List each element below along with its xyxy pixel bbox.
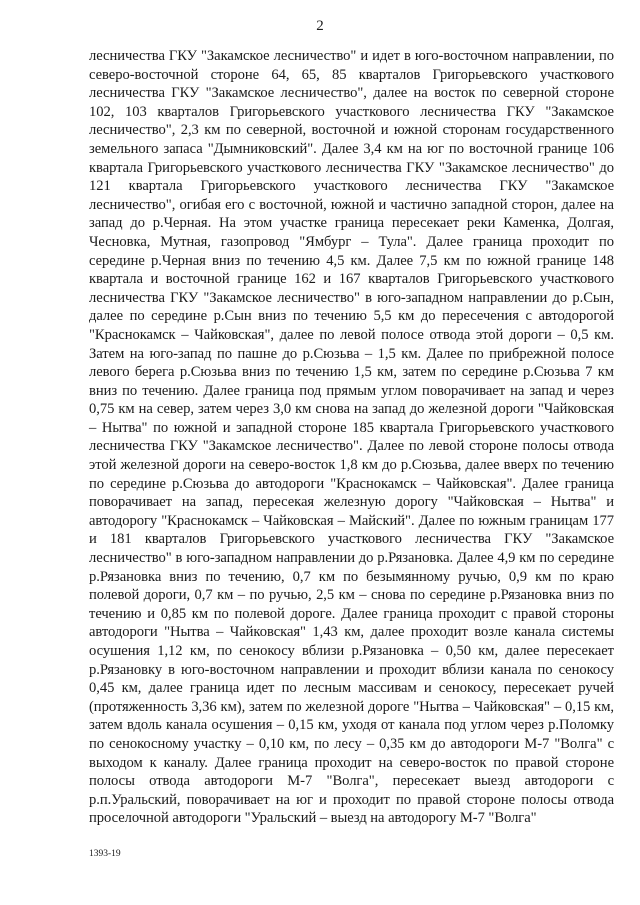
document-code: 1393-19 — [89, 849, 121, 859]
body-paragraph: лесничества ГКУ "Закамское лесничество" и идет в юго-восточном направлении, по северо-восточной стороне 64, 65, 85 кварталов Григорьевского участкового лесничества ГКУ "Закамское лесничество", далее на восток по северной стороне 102, 103 кварталов Григорьевского участкового лесничества ГКУ "Закамское лесничество", 2,3 км по северной, восточной и южной сторонам государственного земельного запаса "Дымниковский". Далее 3,4 км на юг по восточной границе 106 квартала Григорьевского участкового лесничества ГКУ "Закамское лесничество" до 121 квартала Григорьевского участкового лесничества ГКУ "Закамское лесничество", огибая его с восточной, южной и частично западной сторон, далее на запад до р.Черная. На этом участке граница пересекает реки Каменка, Долгая, Чесновка, Мутная, газопровод "Ямбург – Тула". Далее граница проходит по середине р.Черная вниз по течению 4,5 км. Далее 7,5 км по южной границе 148 квартала и восточной границе 162 и 167 кварталов Григорьевского участкового лесничества ГКУ "Закамское лесничество" в юго-западном направлении до р.Сын, далее по середине р.Сын вниз по течению 5,5 км до пересечения с автодорогой "Краснокамск – Чайковская", далее по левой полосе отвода этой дороги – 0,5 км. Затем на юго-запад по пашне до р.Сюзьва – 1,5 км. Далее по прибрежной полосе левого берега р.Сюзьва вниз по течению 1,5 км, затем по середине р.Сюзьва 7 км вниз по течению. Далее граница под прямым углом поворачивает на запад и через 0,75 км на север, затем через 3,0 км снова на запад до железной дороги "Чайковская – Нытва" по южной и западной стороне 185 квартала Григорьевского участкового лесничества ГКУ "Закамское лесничество". Далее по левой стороне полосы отвода этой железной дороги на северо-восток 1,8 км до р.Сюзьва, далее вверх по течению по середине р.Сюзьва до автодороги "Краснокамск – Чайковская". Далее граница поворачивает на запад, пересекая железную дорогу "Чайковская – Нытва" и автодорогу "Краснокамск – Чайковская – Майский". Далее по южным границам 177 и 181 кварталов Григорьевского участкового лесничества ГКУ "Закамское лесничество" в юго-западном направлении до р.Рязановка. Далее 4,9 км по середине р.Рязановка вниз по течению, 0,7 км по безымянному ручью, 0,9 км по краю полевой дороги, 0,7 км – по ручью, 2,5 км – снова по середине р.Рязановка вниз по течению и 0,85 км по полевой дороге. Далее граница проходит с правой стороны автодороги "Нытва – Чайковская" 1,43 км, далее проходит возле канала системы осушения 1,12 км, по сенокосу вблизи р.Рязановка – 0,50 км, далее пересекает р.Рязановку в юго-восточном направлении и проходит вблизи канала по сенокосу 0,45 км, далее граница идет по лесным массивам и сенокосу, пересекает ручей (протяженность 3,36 км), затем по железной дороге "Нытва – Чайковская" – 0,15 км, затем вдоль канала осушения – 0,15 км, уходя от канала под углом через р.Поломку по сенокосному участку – 0,10 км, по лесу – 0,35 км до автодороги М-7 "Волга" с выходом к каналу. Далее граница проходит на северо-восток по правой стороне полосы отвода автодороги М-7 "Волга", пересекает выезд автодороги с р.п.Уральский, поворачивает на юг и проходит по правой стороне полосы отвода проселочной автодороги "Уральский – выезд на автодорогу М-7 "Волга" — [89, 48, 614, 827]
page-number: 2 — [316, 18, 324, 34]
